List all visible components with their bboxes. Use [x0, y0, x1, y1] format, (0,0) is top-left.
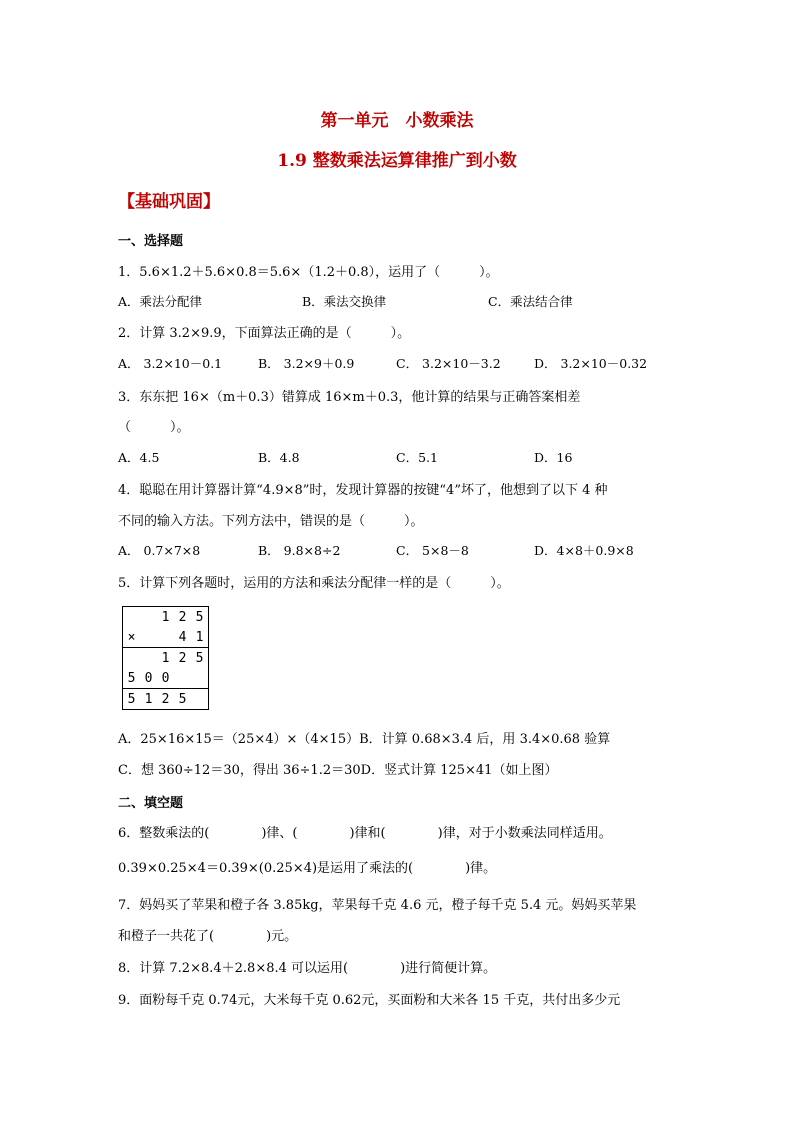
question-1: 1．5.6×1.2＋5.6×0.8＝5.6×（1.2＋0.8），运用了（ ）。 — [118, 265, 499, 280]
calc-cell: 0 — [157, 668, 174, 689]
q3-option-a: A．4.5 — [118, 450, 160, 465]
q4-option-a: A． 0.7×7×8 — [118, 543, 201, 558]
question-7-line1: 7．妈妈买了苹果和橙子各 3.85kg，苹果每千克 4.6 元，橙子每千克 5.4 元。妈妈买苹果 — [118, 898, 637, 913]
calc-cell: 2 — [161, 691, 170, 707]
lesson-title: 1.9 整数乘法运算律推广到小数 — [277, 151, 517, 171]
calc-cell — [140, 607, 157, 628]
question-2: 2．计算 3.2×9.9，下面算法正确的是（ ）。 — [118, 326, 411, 341]
calc-cell: 1 — [161, 609, 170, 625]
q1-option-a: A．乘法分配律 — [118, 294, 203, 309]
unit-title: 第一单元 小数乘法 — [320, 111, 474, 131]
q5-options-line1: A．25×16×15＝（25×4）×（4×15）B．计算 0.68×3.4 后，用 3.4×0.68 验算 — [118, 732, 611, 747]
calc-cell: 5 — [178, 691, 187, 707]
question-7-line2: 和橙子一共花了( )元。 — [118, 929, 298, 944]
question-4-line1: 4．聪聪在用计算器计算“4.9×8”时，发现计算器的按键“4”坏了，他想到了以下 4 种 — [118, 483, 608, 498]
q1-option-b: B．乘法交换律 — [302, 294, 387, 309]
q4-option-b: B． 9.8×8÷2 — [258, 543, 341, 558]
q2-option-a: A． 3.2×10－0.1 — [118, 356, 223, 371]
section-heading-choice: 一、选择题 — [118, 234, 184, 249]
calc-cell — [123, 648, 141, 669]
question-3-line2: （ ）。 — [118, 420, 190, 435]
q4-option-c: C． 5×8－8 — [396, 543, 469, 558]
calc-cell: 2 — [178, 609, 187, 625]
q1-option-c: C．乘法结合律 — [488, 294, 573, 309]
calc-row — [123, 648, 209, 669]
calc-cell: 0 — [140, 668, 157, 689]
calc-cell — [123, 607, 141, 628]
question-9: 9．面粉每千克 0.74元，大米每千克 0.62元，买面粉和大米各 15 千克，共付出多少元 — [118, 993, 621, 1008]
question-4-line2: 不同的输入方法。下列方法中，错误的是（ ）。 — [118, 514, 424, 529]
calc-cell — [140, 648, 157, 669]
q3-option-b: B．4.8 — [258, 450, 300, 465]
calc-cell: 5 — [127, 691, 136, 707]
calc-cell — [157, 627, 174, 648]
calc-cell: 1 — [144, 691, 153, 707]
section-heading-fill: 二、填空题 — [118, 796, 184, 811]
calc-cell — [191, 668, 209, 689]
calc-row — [123, 627, 209, 648]
calc-row — [123, 689, 209, 710]
question-6-line1: 6．整数乘法的( )律、( )律和( )律，对于小数乘法同样适用。 — [118, 826, 612, 841]
calc-cell — [174, 668, 191, 689]
vertical-multiplication-table — [122, 606, 209, 710]
calc-row — [123, 607, 209, 628]
question-3-line1: 3．东东把 16×（m＋0.3）错算成 16×m＋0.3，他计算的结果与正确答案相差 — [118, 390, 581, 405]
calc-cell: 4 — [174, 627, 191, 648]
question-5: 5．计算下列各题时，运用的方法和乘法分配律一样的是（ ）。 — [118, 576, 510, 591]
calc-cell: × — [123, 627, 141, 648]
q4-option-d: D．4×8＋0.9×8 — [534, 543, 634, 558]
question-6-line2: 0.39×0.25×4＝0.39×(0.25×4)是运用了乘法的( )律。 — [118, 861, 497, 876]
q5-options-line2: C．想 360÷12＝30，得出 36÷1.2＝30D．竖式计算 125×41（如上图） — [118, 763, 558, 778]
calc-cell — [140, 627, 157, 648]
calc-cell: 1 — [191, 627, 209, 648]
calc-cell: 1 — [161, 650, 170, 666]
calc-cell: 2 — [178, 650, 187, 666]
calc-cell: 5 — [195, 650, 204, 666]
q2-option-b: B． 3.2×9＋0.9 — [258, 356, 355, 371]
calc-cell — [191, 689, 209, 710]
q3-option-d: D．16 — [534, 450, 573, 465]
q2-option-d: D． 3.2×10－0.32 — [534, 356, 648, 371]
calc-row — [123, 668, 209, 689]
q2-option-c: C． 3.2×10－3.2 — [396, 356, 501, 371]
section-tag: 【基础巩固】 — [118, 192, 220, 212]
calc-cell: 5 — [123, 668, 141, 689]
question-8: 8．计算 7.2×8.4＋2.8×8.4 可以运用( )进行简便计算。 — [118, 961, 497, 976]
calc-cell: 5 — [195, 609, 204, 625]
q3-option-c: C．5.1 — [396, 450, 438, 465]
